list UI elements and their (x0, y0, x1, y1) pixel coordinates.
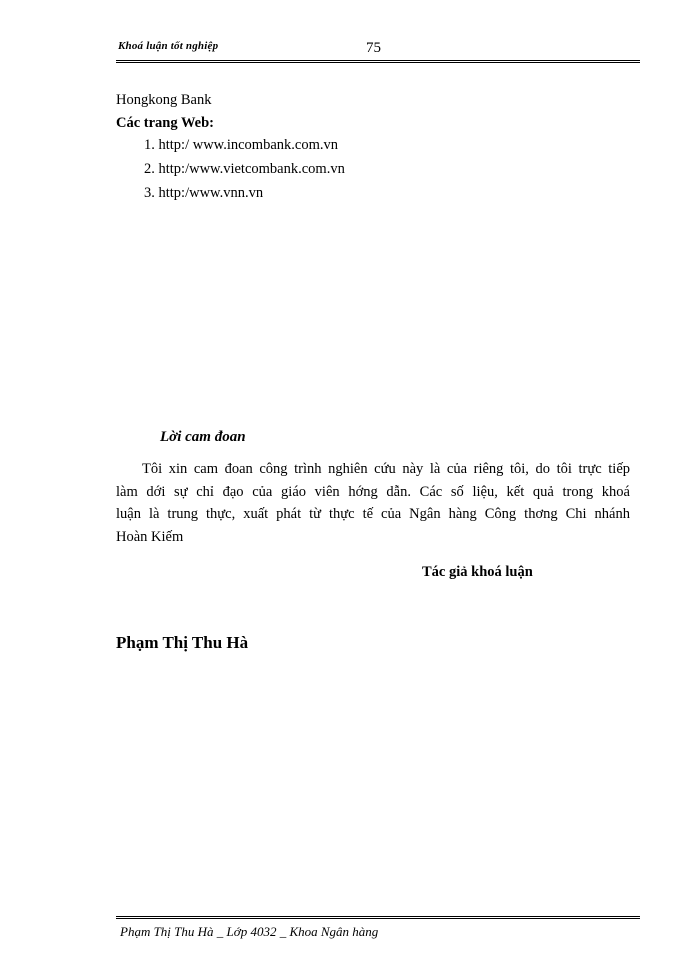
signature-label: Tác giả khoá luận (422, 564, 533, 580)
footer-text: Phạm Thị Thu Hà _ Lớp 4032 _ Khoa Ngân hàng (120, 924, 379, 939)
list-item: 1. http:/ www.incombank.com.vn (144, 137, 338, 153)
bank-name: Hongkong Bank (116, 92, 212, 108)
paragraph-line: Hoàn Kiếm (116, 528, 184, 545)
paragraph-line: Tôi xin cam đoan công trình nghiên cứu này là của riêng tôi, do tôi trực tiếp (142, 461, 630, 477)
websites-heading: Các trang Web: (116, 115, 215, 131)
list-item: 2. http:/www.vietcombank.com.vn (144, 161, 345, 177)
page-number: 75 (366, 40, 381, 56)
header-divider (116, 60, 640, 63)
header-title: Khoá luận tốt nghiệp (118, 40, 219, 52)
paragraph-line: làm dới sự chỉ đạo của giáo viên hớng dẫn. Các số liệu, kết quả trong khoá (116, 483, 630, 500)
declaration-paragraph (116, 458, 630, 548)
list-item: 3. http:/www.vnn.vn (144, 185, 264, 201)
declaration-title: Lời cam đoan (160, 429, 246, 445)
websites-list (144, 136, 345, 208)
footer-divider (116, 916, 640, 919)
paragraph-line: luận là trung thực, xuất phát từ thực tế của Ngân hàng Công thơng Chi nhánh (116, 506, 630, 522)
author-name: Phạm Thị Thu Hà (116, 633, 249, 652)
